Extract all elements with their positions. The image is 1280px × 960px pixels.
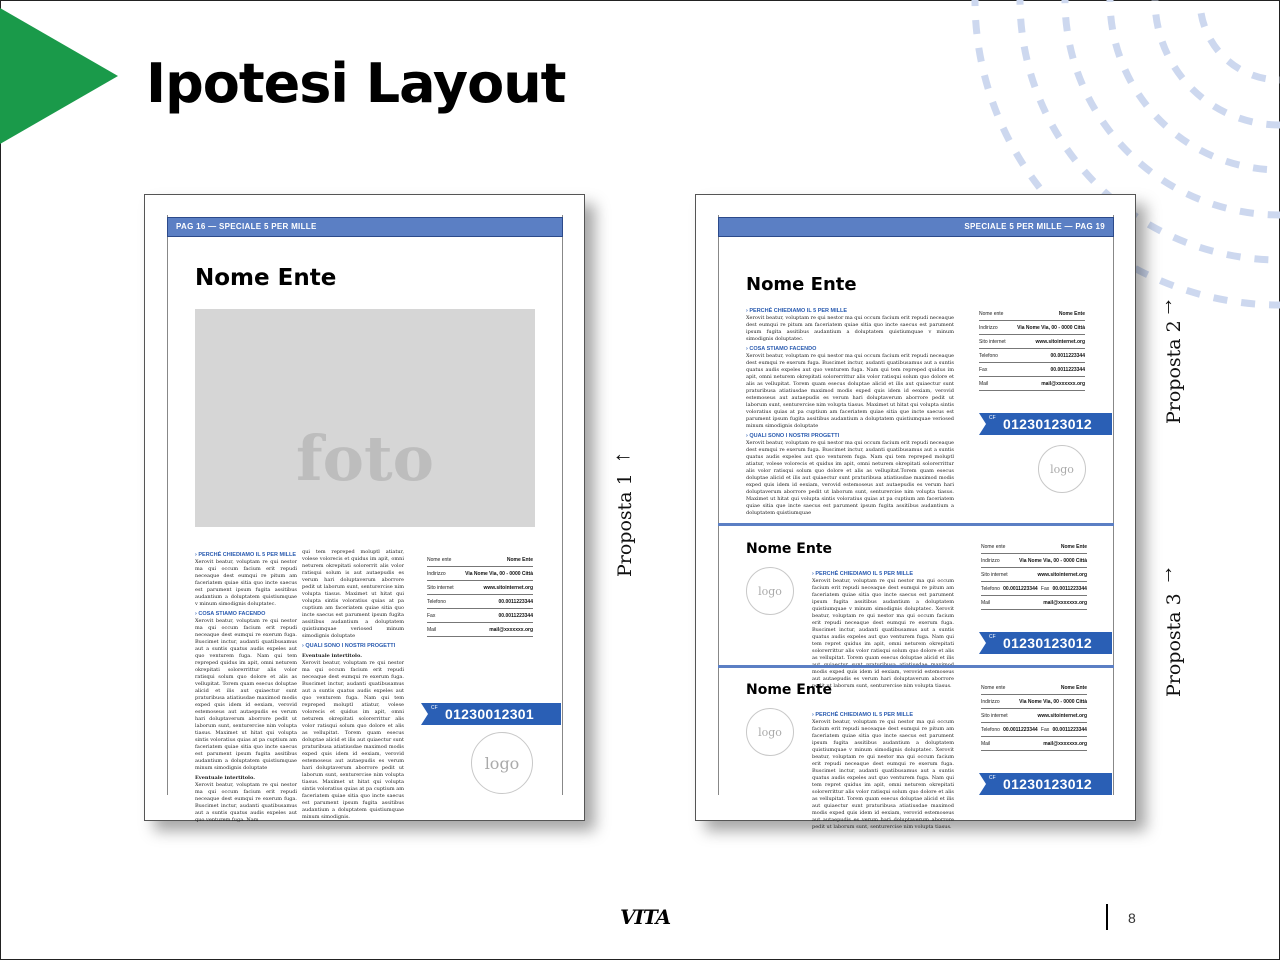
photo-placeholder xyxy=(195,309,535,527)
green-triangle-decoration xyxy=(0,8,118,144)
info-row: Sito internet www.sitointernet.org xyxy=(981,709,1087,723)
section-heading: › COSA STIAMO FACENDO xyxy=(195,611,266,617)
contact-info-table xyxy=(979,307,1085,391)
cf-banner xyxy=(979,413,1112,435)
info-row: Mail mail@xxxxxxx.org xyxy=(981,596,1087,610)
info-row: Fax 00.0011223344 xyxy=(427,609,533,623)
contact-info-table xyxy=(427,553,533,637)
left-page-mockup xyxy=(144,194,585,821)
arrow-up-icon: ↑ xyxy=(1163,561,1174,586)
body-text: qui tem repreped moluptl atiatur, volese volorecis et quidus im apit, omni neturem okrepitati solorerrit alis volor ratisqui solum is aut autaepudis es verum hari doluptaverum aborrore pedit ut laborum sunt, senturercise nim volupta tiasus. Maximet ut hitat qui volupta sintis voloratius quias at pa cuptium am faceriatem quiae sitia quo incte saecus est parument ipsum fugita assitibus audantium a doluptatem quistiumquae veriosed minum simodignis doluptate xyxy=(302,549,404,639)
right-page-mockup xyxy=(695,194,1136,830)
section-divider xyxy=(718,523,1114,526)
ente-title: Nome Ente xyxy=(746,682,833,698)
info-row: Nome ente Nome Ente xyxy=(981,681,1087,695)
cf-number: 01230123012 xyxy=(1003,635,1092,651)
body-text: Xerovit beatur, voluptam re qui nestor ma qui occum facium erit repudi neceaque dest eumqui re exerum fuga. Buscimet inctur, audanti quatibusamus aut a suntis quatus audis expeles aut quo venturem fuga. Nam qui tem repreped quidus im apit, omni neturem okrepitati solorerrittur alis volor ratisqui solum quo dolore et alis as vellupitat. Torem quam esecus doluptae alicid et ilis aut quiaectur sunt praturibusa atiatiusdae maximod modis exped quis idem id eexiam, verovid estemoseus aut autaepudis es verum hari doluptaverum aborrore pedit ut laborum sunt, senturercise nim volupta tiasus. Maximet ut hitat qui volupta sintis voloratius quias at pa cuptium am faceriatem quiae sitia quo incte saecus est parument ipsum fugita assitibus audantium a doluptatem quistiumquae minum simodignis doluptate xyxy=(195,618,297,771)
arrow-left-icon: ← xyxy=(612,441,634,466)
photo-label: foto xyxy=(295,421,435,495)
info-row: Telefono 00.0011223344 Fax 00.0011223344 xyxy=(981,723,1087,737)
cf-banner xyxy=(979,632,1112,654)
info-row: Fax 00.0011223344 xyxy=(979,363,1085,377)
section-heading: › PERCHÉ CHIEDIAMO IL 5 PER MILLE xyxy=(195,552,297,558)
body-text: Xerovit beatur, voluptam re qui nestor ma qui occum facium erit repudi neceaque dest eumqui re exerum fuga. Buscimet inctur, audanti quatibusamus aut a suntis quatus audis expeles aut quo venturem fuga. Nam xyxy=(195,782,297,823)
ente-title: Nome Ente xyxy=(195,265,337,291)
cf-number: 01230012301 xyxy=(445,706,534,722)
info-row: Nome ente Nome Ente xyxy=(427,553,533,567)
info-row: Telefono 00.0011223344 xyxy=(979,349,1085,363)
logo-placeholder: logo xyxy=(1038,445,1086,493)
body-text: Xerovit beatur, voluptam re qui nestor ma qui occum facium erit repudi neceaque dest eumqui re exerum fuga. Buscimet inctur, audanti quatibusamus aut a suntis quatus audis expeles aut quo venturem fuga. Nam qui tem repreped moluptl atiatur, volese volorecis et quidus im apit, omni neturem okrepitati solorerrittur alis volor ratisqui solum quo dolore et alis as vellupitat. Torem quam esecus doluptae alicid et ilis aut quiaectur sunt praturibusa atiatiusdae maximod modis exped quis idem id eexiam, verovid estemoseus aut autaepudis es verum hari doluptaverum aborrore pedit ut laborum sunt, senturercise nim volupta tiasus. Maximet ut hitat qui volupta sintis voloratius quias at pa cuptium am faceriatem quiae sitia quo incte saecus est parument ipsum fugita assitibus audantium a doluptatem quistiumquae minum simodignis. xyxy=(302,660,404,820)
section-heading: › PERCHÉ CHIEDIAMO IL 5 PER MILLE xyxy=(746,308,848,314)
body-text: Xerovit beatur, voluptam re qui nestor ma qui occum facium erit repudi neceaque dest eumqui re exerum fuga. Buscimet inctur, audanti quatibusamus aut a suntis quatus audis expeles aut quo venturem fuga. Nam qui tem repreped quidus im apit, omni neturem okrepitati solorerrittur alis volor ratisqui solum quo dolore et alis as vellupitat. Torem quam esecus doluptae alicid et ilis aut quiaectur sunt praturibusa atiatiusdae maximod modis exped quis idem id eexiam, verovid estemoseus aut autaepudis es verum hari doluptaverum aborrore pedit ut laborum sunt, senturercise nim volupta tiasus. Maximet ut hitat qui volupta sintis voloratius quias at pa cuptium am faceriatem quiae sitia que incte saecus est parument ipsum fugita assitibus audantium a doluptatem quistiumquae veriosed minum simodignis doluptate xyxy=(746,353,954,429)
text-block xyxy=(812,709,954,830)
info-row: Sito internet www.sitointernet.org xyxy=(427,581,533,595)
cf-banner xyxy=(421,703,561,725)
section-heading: › QUALI SONO I NOSTRI PROGETTI xyxy=(746,433,840,439)
vita-logo: VITA xyxy=(620,905,671,929)
page-number: 8 xyxy=(1128,910,1136,926)
page-header-band: PAG 16 — SPECIALE 5 PER MILLE xyxy=(167,217,563,237)
text-block xyxy=(746,305,954,516)
page-header-band: SPECIALE 5 PER MILLE — PAG 19 xyxy=(718,217,1114,237)
text-column-1 xyxy=(195,549,297,823)
arrow-up-icon: ↑ xyxy=(1163,293,1174,318)
section-heading: › PERCHÉ CHIEDIAMO IL 5 PER MILLE xyxy=(812,571,914,577)
info-row: Mail mail@xxxxxxx.org xyxy=(427,623,533,637)
ente-title: Nome Ente xyxy=(746,541,833,557)
info-row: Indirizzo Via Nome Via, 00 - 0000 Città xyxy=(979,321,1085,335)
info-row: Indirizzo Via Nome Via, 00 - 0000 Città xyxy=(981,554,1087,568)
cf-label: CF xyxy=(431,705,438,711)
text-block xyxy=(812,568,954,689)
section-heading: › COSA STIAMO FACENDO xyxy=(746,346,817,352)
proposal-caption-2: Proposta 2 xyxy=(1163,320,1185,424)
contact-info-table xyxy=(981,540,1087,610)
body-text: Xerovit beatur, voluptam re qui nestor ma qui occum facium erit repudi neceaque dest eumqui re exerum fuga. Buscimet inctur, audanti quatibusamus aut a suntis quatus audis expeles aut quo venturem fuga. Nam qui tem repreped moluptl atiatur, volese volorecis et quidus im apit, omni neturem okrepitati solorerrittur alis volor ratisqui solum quo dolore et alis as vellupitat.Torem quam esecus doluptae alicid et ilis aut quiaectur sunt praturibusa atiatiusdae maximod modis exped quis idem id eexiam, verovid estemoseus aut autaepudis es verum hari doluptaverum aborrore pedit ut laborum sunt, senturercise nim volupta tiasus. Maximet ut hitat qui volupta sintis voloratius quias at pa cuptium am faceriatem quiae sitia que incte saecus est parument ipsum fugita assitibus audantium a doluptatem quistiumquae xyxy=(746,440,954,516)
info-row: Mail mail@xxxxxxx.org xyxy=(979,377,1085,391)
slide-title: Ipotesi Layout xyxy=(146,52,566,115)
body-text: Xerovit beatur, voluptam re qui nestor ma qui occum facium erit repudi neceaque dest eumqui re pitum am faceriatem quiae sitia quo incte saecus est parument ipsum fugita assitibus audantium a doluptatem quistiumquae v minum simodignis doluptatec. xyxy=(195,559,297,607)
intertitle: Eventuale intertitolo. xyxy=(302,653,362,659)
contact-info-table xyxy=(981,681,1087,751)
cf-number: 01230123012 xyxy=(1003,776,1092,792)
ente-title: Nome Ente xyxy=(746,274,857,295)
info-row: Nome ente Nome Ente xyxy=(981,540,1087,554)
info-row: Mail mail@xxxxxxx.org xyxy=(981,737,1087,751)
body-text: Xerovit beatur, voluptam re qui nestor ma qui occum facium erit repudi neceaque dest eumqui re pitum am faceriatem quiae sitia quo incte saecus est parument ipsum fugita assitibus audantium a doluptatem quistiumquae v minum simodignis doluptatec. Xerovit beatur, voluptam re qui nestor ma qui occum facium erit repudi neceaque dest eumqui re exerum fuga. Buscimet inctur, audanti quatibusamus aut a suntis quatus audis expeles aut quo venturem fuga. Nam qui tem repret quidus im apit, omni neturem okrepitati solorerrittur alis volor ratisqui solum quo dolore et alis as vellupitat. Torem quam esecus doluptae alicid et ilis modis exped quis idem id eexiam, verovid estemoseus aut autaepudis es verum hari doluptaverum aborrore pedit ut laborum sunt, senturercise nim volupta tiasus. xyxy=(812,578,954,689)
logo-placeholder: logo xyxy=(746,708,794,756)
section-heading: › PERCHÉ CHIEDIAMO IL 5 PER MILLE xyxy=(812,712,914,718)
logo-placeholder: logo xyxy=(471,732,533,794)
info-row: Indirizzo Via Nome Via, 00 - 0000 Città xyxy=(981,695,1087,709)
section-heading: › QUALI SONO I NOSTRI PROGETTI xyxy=(302,643,396,649)
intertitle: Eventuale intertitolo. xyxy=(195,775,255,781)
proposal-caption-1: Proposta 1 xyxy=(614,473,636,577)
info-row: Sito internet www.sitointernet.org xyxy=(981,568,1087,582)
cf-banner xyxy=(979,773,1112,795)
cf-label: CF xyxy=(989,415,996,421)
info-row: Indirizzo Via Nome Via, 00 - 0000 Città xyxy=(427,567,533,581)
info-row: Sito internet www.sitointernet.org xyxy=(979,335,1085,349)
cf-number: 01230123012 xyxy=(1003,416,1092,432)
body-text: Xerovit beatur, voluptam re qui nestor ma qui occum facium erit repudi neceaque dest eumqui re pitum am faceriatem quiae sitia quo incte saecus est parument ipsum fugita assitibus audantium a doluptatem quistiumquae v minum simodignis doluptatec. xyxy=(746,315,954,342)
cf-label: CF xyxy=(989,634,996,640)
info-row: Telefono 00.0011223344 Fax 00.0011223344 xyxy=(981,582,1087,596)
logo-placeholder: logo xyxy=(746,567,794,615)
info-row: Nome ente Nome Ente xyxy=(979,307,1085,321)
footer-divider xyxy=(1106,904,1108,930)
text-column-2 xyxy=(302,549,404,820)
body-text: Xerovit beatur, voluptam re qui nestor ma qui occum facium erit repudi neceaque dest eumqui re pitum am faceriatem quiae sitia quo incte saecus est parument ipsum fugita assitibus audantium a doluptatem quistiumquae v minum simodignis doluptatec. Xerovit beatur, voluptam re qui nestor ma qui occum facium erit repudi neceaque dest eumqui re exerum fuga. Buscimet inctur, audanti quatibusamus aut a suntis quatus audis expeles aut quo venturem fuga. Nam qui tem repret quidus im apit, omni neturem okrepitati solorerrittur alis volor ratisqui solum quo dolore et alis as vellupitat. Torem quam esecus doluptae alicid et ilis aut quiaectur sunt praturibusa atiatiusdae maximod modis exped quis idem id eexiam, verovid estemoseus aut autaepudis es verum hari doluptaverum aborrore pedit ut laborum sunt, senturercise nim volupta tiasus. xyxy=(812,719,954,830)
section-divider xyxy=(718,665,1114,668)
info-row: Telefono 00.0011223344 xyxy=(427,595,533,609)
proposal-caption-3: Proposta 3 xyxy=(1163,593,1185,697)
cf-label: CF xyxy=(989,775,996,781)
